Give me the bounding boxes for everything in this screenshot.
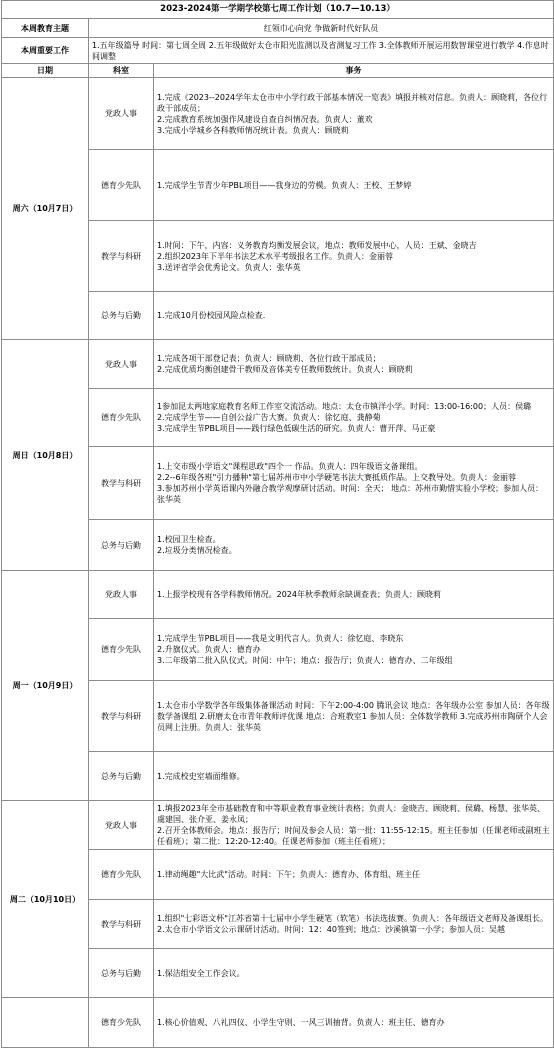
dept-cell: 总务与后勤 <box>89 752 154 801</box>
table-row <box>2 801 554 850</box>
dept-cell: 德育少先队 <box>89 150 154 221</box>
day-cell <box>2 998 89 1048</box>
dept-cell: 党政人事 <box>89 340 154 389</box>
task-line: 1.完成学生节PBL项目——我是文明代言人。负责人：徐忆庭、李晓东 <box>157 634 404 643</box>
dept-cell: 德育少先队 <box>89 619 154 681</box>
task-cell <box>154 78 554 150</box>
task-line: 1.组织"七彩语文杯"江苏省第十七届中小学生硬笔（软笔）书法选拔赛。负责人：各年级语文老师及备课组长。 <box>157 914 548 923</box>
task-line: 1.完成《2023--2024学年太仓市中小学行政干部基本情况一览表》填报并核对信息。负责人：顾晓莉，各位行政干部成员； <box>157 92 548 113</box>
day-cell: 周日（10月8日） <box>2 340 89 571</box>
task-line: 2.组织2023年下半年书法艺术水平考级报名工作。负责人：金丽蓉 <box>157 251 393 261</box>
dept-cell: 党政人事 <box>89 78 154 150</box>
theme-label: 本周教育主题 <box>2 19 89 38</box>
table-row <box>2 340 554 389</box>
day-cell: 周六（10月7日） <box>2 78 89 340</box>
task-cell <box>154 681 554 752</box>
header-date: 日期 <box>2 64 89 78</box>
task-cell <box>154 949 554 998</box>
task-cell <box>154 447 554 520</box>
table-title: 2023-2024第一学期学校第七周工作计划（10.7—10.13） <box>2 1 554 19</box>
task-line: 1.完成学生节青少年PBL项目——我身边的劳模。负责人：王校、王梦婷 <box>157 180 412 190</box>
table-row <box>2 78 554 150</box>
theme-value: 红领巾心向党 争做新时代好队员 <box>89 19 554 38</box>
dept-cell: 党政人事 <box>89 571 154 619</box>
key-work-value: 1.五年级篇导 时间：第七周全周 2.五年级做好太仓市阳光监测以及省测复习工作 3.全体教师开展运用数智课堂进行教学 4.作息时间调整 <box>89 38 554 64</box>
dept-cell: 德育少先队 <box>89 850 154 900</box>
task-cell <box>154 900 554 949</box>
task-line: 1.核心价值观、八礼四仪、小学生守则、一风三训抽背。负责人：班主任、德育办 <box>157 1018 445 1027</box>
task-line: 3.完成小学城乡各科教师情况统计表。负责人：顾晓莉 <box>157 125 349 135</box>
task-line: 1.填报2023年全市基础教育和中等职业教育事业统计表格；负责人：金晓吉、顾晓莉、侯璐、杨慧、张华英、虞建国、张介亚、姜永凤； <box>157 804 545 824</box>
task-line: 1.完成10月份校园风险点检查. <box>157 311 266 320</box>
dept-cell: 教学与科研 <box>89 447 154 520</box>
task-cell <box>154 292 554 340</box>
task-cell <box>154 340 554 389</box>
task-line: 1参加昆太两地家庭教育名师工作室交流活动。地点：太仓市镇洋小学。时间：13:00-16:00；人员：侯璐 <box>157 402 532 411</box>
table-row <box>2 571 554 619</box>
task-line: 3.完成学生节PBL项目——践行绿色低碳生活的研究。负责人：曹开萍、马正豪 <box>157 424 436 433</box>
dept-cell: 党政人事 <box>89 801 154 850</box>
task-line: 1.上交市级小学语文"课程思政"四个一 作品。负责人：四年级语文备课组。 <box>157 462 423 471</box>
dept-cell: 德育少先队 <box>89 998 154 1048</box>
task-line: 3.二年级第二批入队仪式。时间：中午；地点：报告厅；负责人：德育办、二年级组 <box>157 656 453 665</box>
work-plan-table <box>1 0 554 1048</box>
task-line: 2.完成学生节——自创公益广告大赛。负责人：徐忆庭、龚静菊 <box>157 413 381 422</box>
task-line: 1.上报学校现有各学科教师情况。2024年秋季教师余缺调查表；负责人：顾晓莉 <box>157 590 441 599</box>
key-work-label: 本周重要工作 <box>2 38 89 64</box>
task-line: 2.完成优质均衡创建骨干教师及音体美专任教师数统计。负责人：顾晓莉 <box>157 365 413 374</box>
task-line: 1.太仓市小学数学各年级集体备课活动 时间：下午2:00-4:00 腾讯会议 地点：各年级办公室 参加人员：各年级数学备课组 2.研磨太仓市青年教师评优课 地点：合班教室1 参加人员：全体数学教师 3.完成苏州市陶研个人会员网上注册。负责人：张华英 <box>157 700 550 732</box>
day-cell: 周一（10月9日） <box>2 571 89 801</box>
task-line: 2.完成教育系统加强作风建设自查自纠情况表。负责人：董欢 <box>157 114 373 124</box>
task-line: 3.送评省学会优秀论文。负责人：张华英 <box>157 262 301 272</box>
dept-cell: 总务与后勤 <box>89 520 154 571</box>
task-line: 1.完成校史室墙面维修。 <box>157 771 245 781</box>
task-line: 1.保洁组安全工作会议。 <box>157 968 245 978</box>
dept-cell: 教学与科研 <box>89 221 154 292</box>
task-cell <box>154 520 554 571</box>
task-cell <box>154 389 554 447</box>
task-line: 1.校园卫生检查。 <box>157 535 221 544</box>
task-line: 2.召开全体教师会。地点：报告厅；时间及参会人员：第一批：11:55-12:15。班主任参加（任课老师或副班主任看班）；第二批：12:20-12:40。任课老师参加（班主任看班）； <box>157 826 550 846</box>
task-cell <box>154 850 554 900</box>
task-cell <box>154 150 554 221</box>
task-cell <box>154 801 554 850</box>
task-line: 2.升旗仪式。负责人：德育办 <box>157 645 261 654</box>
task-line: 1.时间：下午，内容：义务教育均衡发展会议，地点：教师发展中心，人员：王斌、金晓吉 <box>157 240 477 250</box>
table-row <box>2 998 554 1048</box>
dept-cell: 总务与后勤 <box>89 292 154 340</box>
task-cell <box>154 571 554 619</box>
task-line: 2.垃圾分类情况检查。 <box>157 546 237 555</box>
task-cell <box>154 998 554 1048</box>
day-cell: 周二（10月10日） <box>2 801 89 998</box>
task-cell <box>154 221 554 292</box>
task-cell <box>154 619 554 681</box>
dept-cell: 教学与科研 <box>89 681 154 752</box>
dept-cell: 德育少先队 <box>89 389 154 447</box>
task-line: 1.完成各项干部登记表；负责人：顾晓莉、各位行政干部成员； <box>157 354 381 363</box>
task-line: 2.太仓市小学语文公示课研讨活动。时间：12：40签到；地点：沙溪镇第一小学；参加人员：吴越 <box>157 925 505 934</box>
dept-cell: 总务与后勤 <box>89 949 154 998</box>
header-dept: 科室 <box>89 64 154 78</box>
task-cell <box>154 752 554 801</box>
task-line: 2.2--6年级各班"引力播种"第七届苏州市中小学硬笔书法大赛抵质作品。上交教导处。负责人：金丽蓉 <box>157 473 516 482</box>
task-line: 1.律动绳趣"大比武"活动。时间：下午；负责人：德育办、体育组、班主任 <box>157 870 420 879</box>
header-task: 事务 <box>154 64 554 78</box>
task-line: 3.参加苏州小学英语课内外融合教学观摩研讨活动。时间：全天； 地点：苏州市勤惜实验小学校；参加人员：张华英 <box>157 484 544 504</box>
dept-cell: 教学与科研 <box>89 900 154 949</box>
